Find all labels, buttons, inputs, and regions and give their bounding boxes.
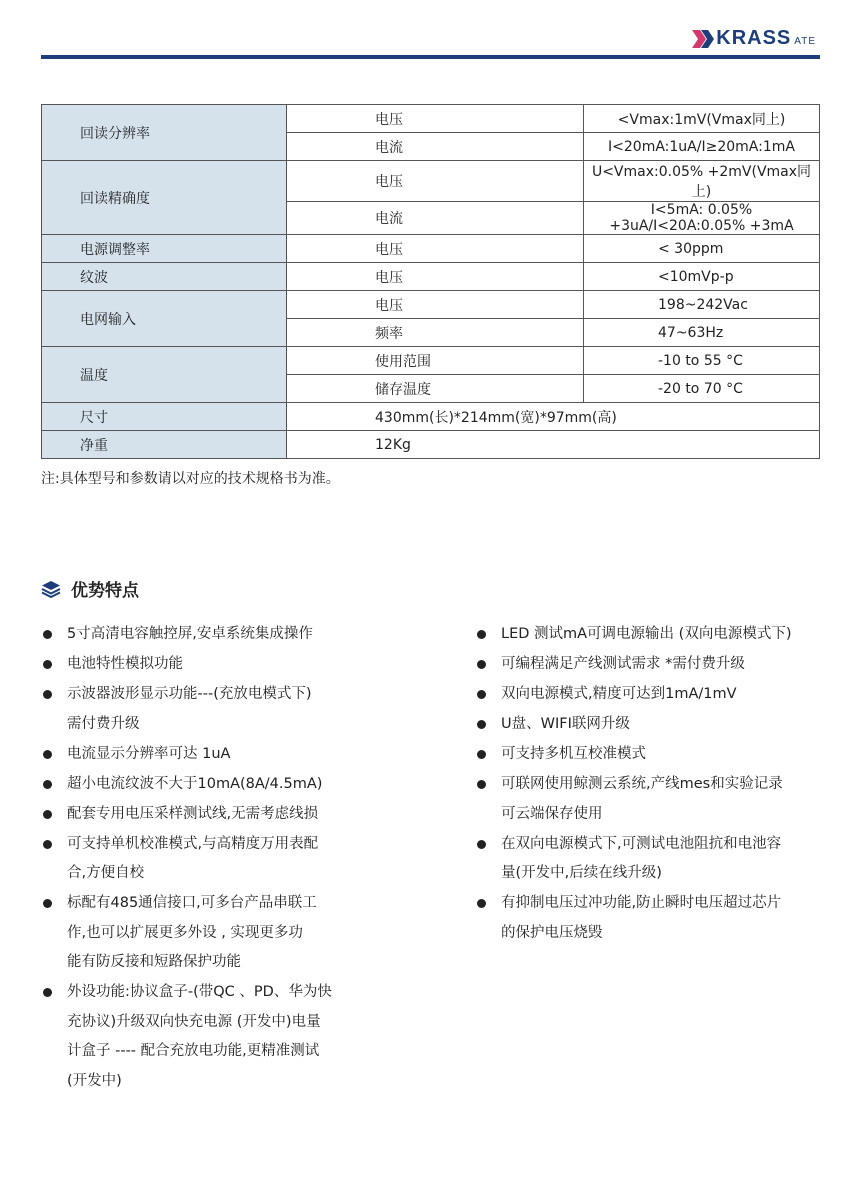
feature-line: 合,方便自校 (67, 865, 145, 881)
feature-line: 电流显示分辨率可达 1uA (67, 745, 231, 762)
feature-item (475, 770, 835, 829)
table-cell-group: 尺寸 (42, 403, 287, 431)
bullet-icon (43, 988, 52, 997)
feature-item (41, 680, 371, 739)
feature-line: 标配有485通信接口,可多台产品串联工 (67, 895, 317, 911)
feature-line: 5寸高清电容触控屏,安卓系统集成操作 (67, 626, 313, 642)
table-cell-value: 198~242Vac (584, 291, 820, 319)
table-cell-group: 电网输入 (42, 291, 287, 347)
bullet-icon (43, 750, 52, 759)
feature-line: 在双向电源模式下,可测试电池阻抗和电池容 (501, 835, 782, 852)
table-cell-sub: 频率 (287, 319, 584, 347)
table-cell-group: 回读精确度 (42, 161, 287, 235)
bullet-icon (43, 840, 52, 849)
table-cell-value: <Vmax:1mV(Vmax同上) (584, 105, 820, 133)
feature-line: 双向电源模式,精度可达到1mA/1mV (501, 686, 737, 702)
table-row (42, 403, 820, 431)
table-cell-sub: 电压 (287, 235, 584, 263)
table-cell-value: I<5mA: 0.05% +3uA/I<20A:0.05% +3mA (584, 202, 820, 235)
krass-logo-icon (692, 30, 714, 48)
table-cell-value: -20 to 70 °C (584, 375, 820, 403)
feature-item (475, 710, 835, 740)
table-cell-value: -10 to 55 °C (584, 347, 820, 375)
feature-item (41, 650, 371, 680)
bullet-icon (43, 810, 52, 819)
bullet-icon (477, 720, 486, 729)
table-row (42, 347, 820, 375)
table-cell-value: 12Kg (287, 431, 820, 459)
feature-line: 充协议)升级双向快充电源 (开发中)电量 (67, 1013, 321, 1030)
bullet-icon (477, 750, 486, 759)
bullet-icon (43, 780, 52, 789)
feature-line: 可支持单机校准模式,与高精度万用表配 (67, 835, 319, 852)
layers-icon (41, 579, 61, 599)
table-cell-value: U<Vmax:0.05% +2mV(Vmax同上) (584, 161, 820, 202)
table-row (42, 105, 820, 133)
footnote: 注:具体型号和参数请以对应的技术规格书为准。 (41, 471, 340, 487)
feature-item (41, 830, 371, 889)
table-cell-value: 47~63Hz (584, 319, 820, 347)
table-row (42, 263, 820, 291)
brand-logo (692, 28, 816, 48)
table-row (42, 431, 820, 459)
feature-line: 示波器波形显示功能---(充放电模式下) (67, 686, 312, 702)
feature-item (475, 889, 835, 948)
section-title: 优势特点 (71, 581, 139, 601)
table-cell-group: 纹波 (42, 263, 287, 291)
table-row (42, 235, 820, 263)
feature-item (475, 650, 835, 680)
feature-list-left (41, 620, 371, 1097)
bullet-icon (477, 630, 486, 639)
bullet-icon (477, 780, 486, 789)
bullet-icon (43, 690, 52, 699)
table-cell-sub: 电压 (287, 161, 584, 202)
bullet-icon (43, 899, 52, 908)
feature-line: 可编程满足产线测试需求 *需付费升级 (501, 656, 745, 672)
bullet-icon (43, 630, 52, 639)
table-cell-group: 净重 (42, 431, 287, 459)
feature-item (41, 740, 371, 770)
feature-list-right (475, 620, 835, 949)
bullet-icon (477, 840, 486, 849)
feature-item (475, 830, 835, 889)
bullet-icon (477, 899, 486, 908)
feature-item (475, 740, 835, 770)
feature-line: 可联网使用鲸测云系统,产线mes和实验记录 (501, 776, 783, 792)
table-cell-group: 温度 (42, 347, 287, 403)
table-cell-value: < 30ppm (584, 235, 820, 263)
feature-item (475, 680, 835, 710)
feature-line: 配套专用电压采样测试线,无需考虑线损 (67, 805, 319, 822)
table-cell-sub: 电压 (287, 263, 584, 291)
feature-line: 的保护电压烧毁 (501, 924, 603, 941)
feature-line: 可云端保存使用 (501, 805, 603, 822)
table-cell-value: 430mm(长)*214mm(宽)*97mm(高) (287, 403, 820, 431)
feature-line: LED 测试mA可调电源输出 (双向电源模式下) (501, 626, 792, 642)
feature-line: 可支持多机互校准模式 (501, 746, 646, 762)
feature-line: 需付费升级 (67, 715, 140, 732)
logo-subtext: ATE (794, 36, 816, 47)
feature-line: 电池特性模拟功能 (67, 656, 183, 672)
table-cell-sub: 使用范围 (287, 347, 584, 375)
feature-line: 计盒子 ---- 配合充放电功能,更精准测试 (67, 1043, 320, 1059)
table-cell-value: I<20mA:1uA/I≥20mA:1mA (584, 133, 820, 161)
feature-item (41, 620, 371, 650)
table-cell-group: 电源调整率 (42, 235, 287, 263)
feature-item (475, 620, 835, 650)
feature-line: (开发中) (67, 1072, 122, 1089)
table-cell-sub: 电流 (287, 202, 584, 235)
section-heading (41, 576, 139, 601)
table-row (42, 291, 820, 319)
table-row (42, 161, 820, 202)
bullet-icon (477, 690, 486, 699)
table-cell-sub: 电压 (287, 291, 584, 319)
feature-line: 超小电流纹波不大于10mA(8A/4.5mA) (67, 775, 323, 792)
bullet-icon (43, 660, 52, 669)
spec-table (41, 104, 820, 459)
table-cell-sub: 电流 (287, 133, 584, 161)
feature-line: 作,也可以扩展更多外设 , 实现更多功 (67, 924, 303, 941)
logo-text: KRASS (716, 27, 792, 49)
feature-line: 量(开发中,后续在线升级) (501, 865, 662, 881)
feature-line: 有抑制电压过冲功能,防止瞬时电压超过芯片 (501, 895, 782, 911)
feature-item (41, 770, 371, 800)
table-cell-sub: 储存温度 (287, 375, 584, 403)
feature-item (41, 978, 371, 1096)
bullet-icon (477, 660, 486, 669)
table-cell-sub: 电压 (287, 105, 584, 133)
feature-line: 外设功能:协议盒子-(带QC 、PD、华为快 (67, 984, 332, 1000)
table-cell-value: <10mVp-p (584, 263, 820, 291)
feature-item (41, 889, 371, 978)
feature-line: 能有防反接和短路保护功能 (67, 954, 241, 970)
table-cell-group: 回读分辨率 (42, 105, 287, 161)
feature-item (41, 800, 371, 830)
feature-line: U盘、WIFI联网升级 (501, 716, 630, 732)
header-rule (41, 55, 820, 59)
